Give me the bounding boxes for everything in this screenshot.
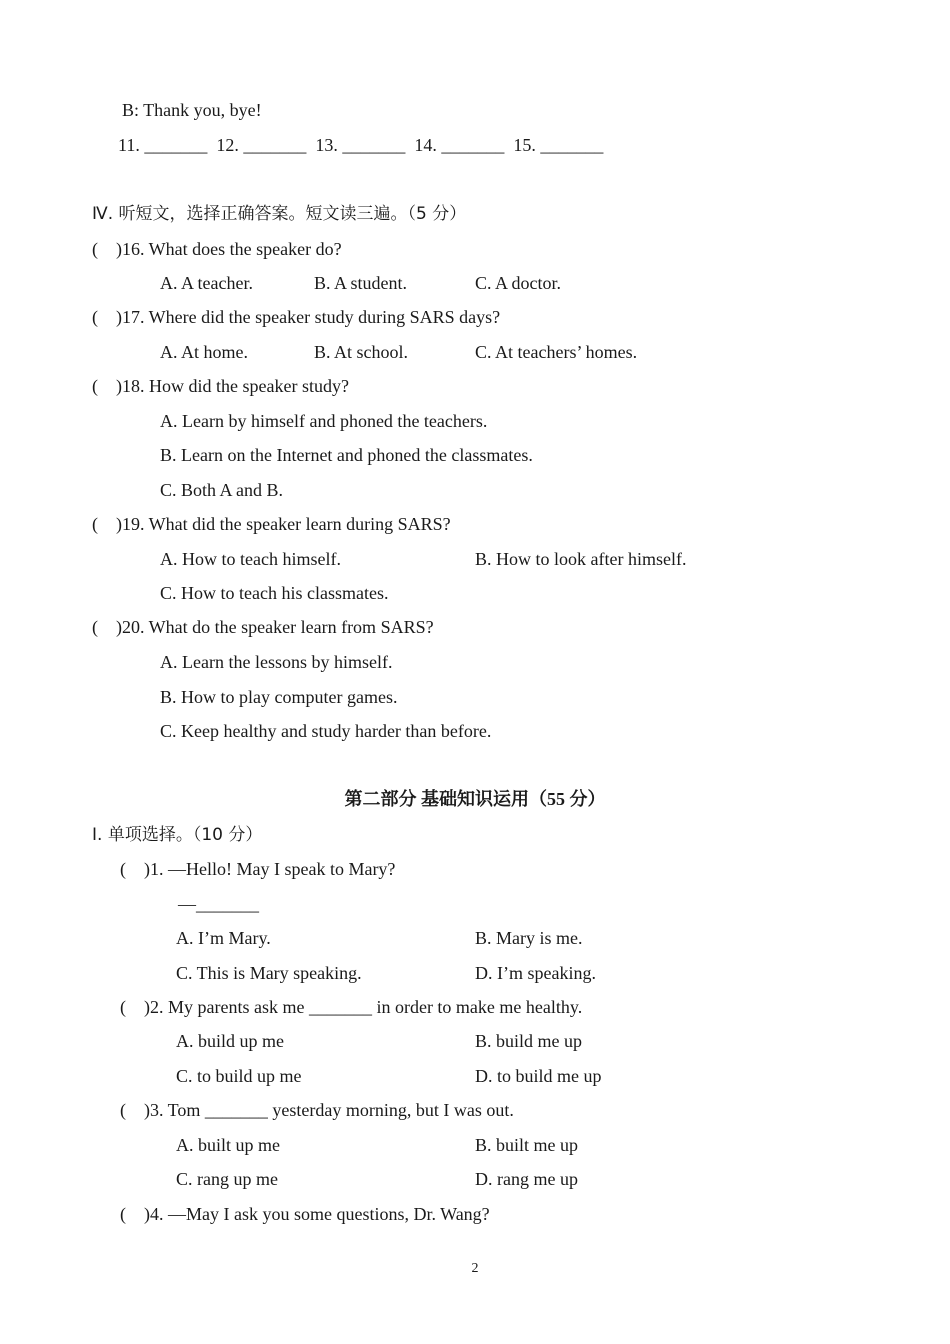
section-1-heading: Ⅰ. 单项选择。（10 分） <box>92 825 263 845</box>
question-16-stem: ( )16. What does the speaker do? <box>92 239 342 259</box>
question-1-option-c: C. This is Mary speaking. <box>176 963 362 983</box>
question-20-option-b: B. How to play computer games. <box>160 687 398 707</box>
question-2-option-b: B. build me up <box>475 1031 582 1051</box>
question-20-option-a: A. Learn the lessons by himself. <box>160 652 393 672</box>
question-4-stem: ( )4. —May I ask you some questions, Dr. Wang? <box>120 1204 490 1224</box>
question-3-option-c: C. rang up me <box>176 1169 278 1189</box>
question-19-stem: ( )19. What did the speaker learn during SARS? <box>92 514 451 534</box>
part-2-title: 第二部分 基础知识运用（55 分） <box>344 789 606 809</box>
page-number: 2 <box>471 1261 479 1276</box>
question-3-option-d: D. rang me up <box>475 1169 578 1189</box>
question-1-option-b: B. Mary is me. <box>475 928 583 948</box>
question-3-option-a: A. built up me <box>176 1135 280 1155</box>
question-3-stem: ( )3. Tom _______ yesterday morning, but I was out. <box>120 1100 514 1120</box>
question-16-option-b: B. A student. <box>314 273 408 293</box>
question-20-stem: ( )20. What do the speaker learn from SARS? <box>92 617 434 637</box>
section-4-heading: Ⅳ. 听短文，选择正确答案。短文读三遍。（5 分） <box>92 204 467 224</box>
question-17-option-b: B. At school. <box>314 342 409 362</box>
question-2-stem: ( )2. My parents ask me _______ in order to make me healthy. <box>120 997 583 1017</box>
question-16-option-c: C. A doctor. <box>475 273 562 293</box>
question-1-option-a: A. I’m Mary. <box>176 928 271 948</box>
question-1-reply-blank: —_______ <box>178 894 259 914</box>
question-3-option-b: B. built me up <box>475 1135 578 1155</box>
question-2-option-a: A. build up me <box>176 1031 284 1051</box>
dialogue-line-b: B: Thank you, bye! <box>122 100 262 120</box>
question-18-option-b: B. Learn on the Internet and phoned the classmates. <box>160 445 533 465</box>
question-19-option-b: B. How to look after himself. <box>475 549 687 569</box>
question-16-option-a: A. A teacher. <box>160 273 253 293</box>
question-20-option-c: C. Keep healthy and study harder than before. <box>160 721 492 741</box>
question-19-option-a: A. How to teach himself. <box>160 549 341 569</box>
question-17-option-a: A. At home. <box>160 342 248 362</box>
question-2-option-c: C. to build up me <box>176 1066 302 1086</box>
question-18-stem: ( )18. How did the speaker study? <box>92 376 349 396</box>
question-17-stem: ( )17. Where did the speaker study during SARS days? <box>92 307 501 327</box>
question-18-option-a: A. Learn by himself and phoned the teachers. <box>160 411 488 431</box>
question-1-stem: ( )1. —Hello! May I speak to Mary? <box>120 859 396 879</box>
question-2-option-d: D. to build me up <box>475 1066 602 1086</box>
answer-blanks-11-15: 11. _______ 12. _______ 13. _______ 14. _______ 15. _______ <box>118 135 604 155</box>
question-17-option-c: C. At teachers’ homes. <box>475 342 638 362</box>
question-19-option-c: C. How to teach his classmates. <box>160 583 389 603</box>
question-18-option-c: C. Both A and B. <box>160 480 284 500</box>
question-1-option-d: D. I’m speaking. <box>475 963 596 983</box>
